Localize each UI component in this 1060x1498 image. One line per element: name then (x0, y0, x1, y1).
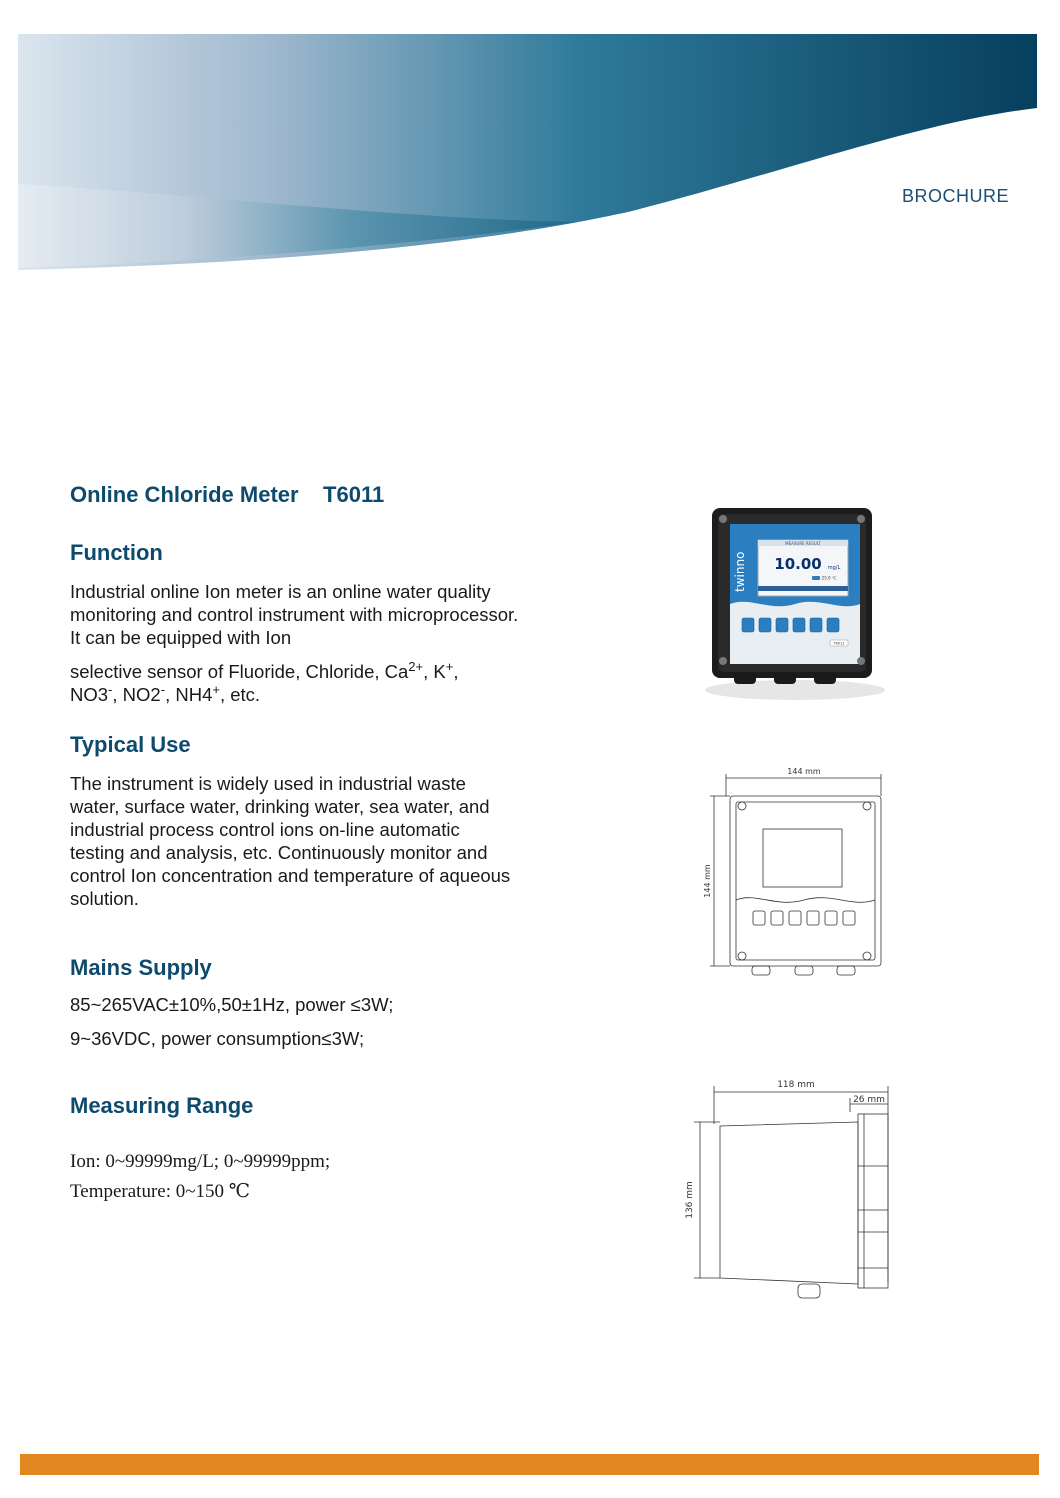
function-heading: Function (70, 540, 163, 565)
device-model-tag: T6011 (833, 641, 845, 646)
device-temp-reading: 25.0 ℃ (821, 575, 837, 581)
device-screen-title: MEASURE RESULT (785, 541, 821, 546)
brochure-label: BROCHURE (902, 186, 1010, 206)
mains-supply-line2: 9~36VDC, power consumption≤3W; (70, 1028, 365, 1049)
mains-supply-heading: Mains Supply (70, 955, 212, 980)
function-ions-line1: selective sensor of Fluoride, Chloride, $Ca^{2+}$, K+, (70, 659, 459, 682)
side-height-label: 136 mm (685, 1181, 695, 1219)
device-brand: twinno (733, 551, 747, 592)
side-depth-label: 26 mm (853, 1095, 885, 1105)
product-model: T6011 (323, 482, 385, 507)
front-width-label: 144 mm (787, 767, 821, 776)
side-dimension-drawing (680, 1072, 900, 1302)
product-photo (700, 500, 890, 710)
front-height-label: 144 mm (703, 864, 712, 898)
product-title (70, 482, 384, 508)
front-dimension-drawing (700, 760, 900, 985)
measuring-range-heading: Measuring Range (70, 1093, 254, 1118)
typical-use-heading: Typical Use (70, 732, 191, 757)
side-width-label: 118 mm (777, 1080, 815, 1090)
typical-use-text: The instrument is widely used in industrial waste water, surface water, drinking water, sea water, and industrial process control ions on-line automatic testing and analysis, etc. Continuously monitor and control Ion concentration and temperature of aqueous solution. (70, 773, 511, 909)
device-reading-unit: mg/L (827, 565, 841, 571)
measuring-range-line1: Ion: 0~99999mg/L; 0~99999ppm; (70, 1151, 331, 1172)
header-banner (18, 34, 1037, 270)
measuring-range-line2: Temperature: 0~150 ℃ (70, 1181, 251, 1202)
function-ions-line2: NO3-, NO2-, NH4+, etc. (70, 682, 261, 705)
product-name: Online Chloride Meter (70, 482, 299, 507)
function-text: Industrial online Ion meter is an online water quality monitoring and control instrument with microprocessor. It can be equipped with Ion (70, 581, 519, 648)
footer-bar (20, 1454, 1039, 1475)
mains-supply-line1: 85~265VAC±10%,50±1Hz, power ≤3W; (70, 994, 394, 1015)
device-reading-value: 10.00 (774, 555, 822, 573)
